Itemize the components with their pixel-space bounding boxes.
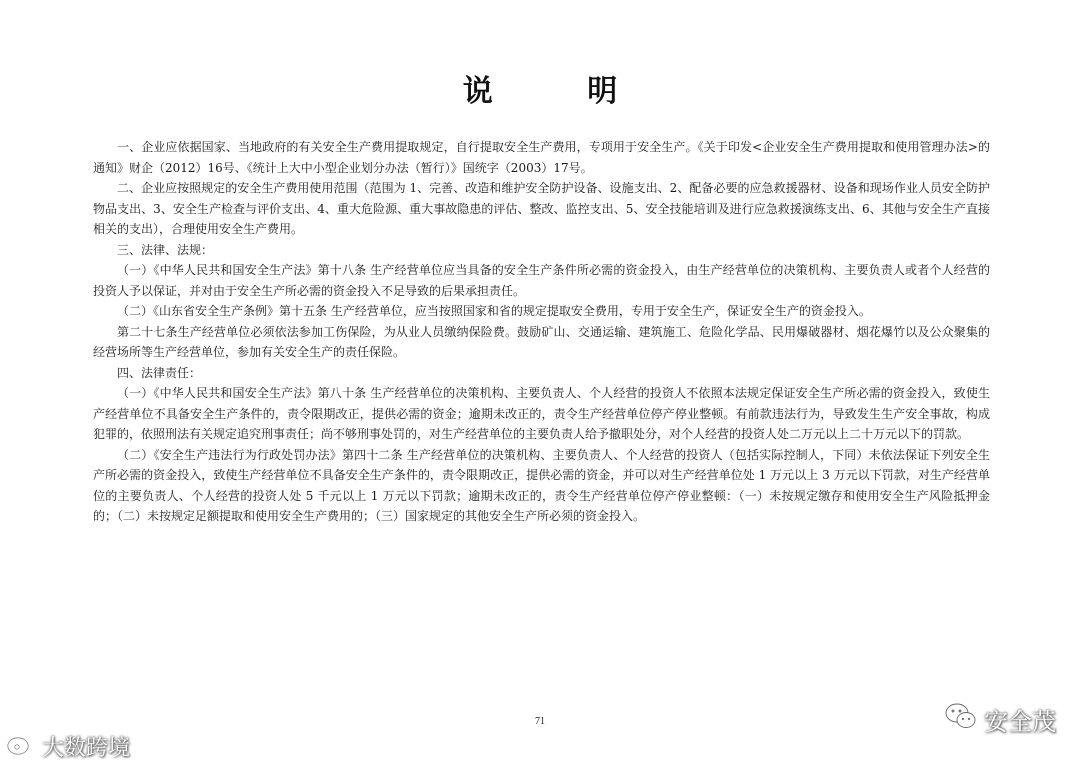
watermark-left — [6, 730, 130, 762]
wechat-icon — [944, 701, 978, 737]
paragraph: （一）《中华人民共和国安全生产法》第十八条 生产经营单位应当具备的安全生产条件所必需的资金投入，由生产经营单位的决策机构、主要负责人或者个人经营的投资人予以保证，并对由于安全生产所必需的资金投入不足导致的后果承担责任。 — [93, 263, 990, 298]
weibo-icon — [6, 730, 36, 762]
watermark-right — [944, 701, 1056, 737]
paragraph: 三、法律、法规： — [117, 242, 214, 257]
document-body — [93, 137, 990, 527]
watermark-right-text: 安全茂 — [984, 707, 1056, 736]
paragraph: （二）《山东省安全生产条例》第十五条 生产经营单位，应当按照国家和省的规定提取安全费用，专用于安全生产，保证安全生产的资金投入。 — [117, 304, 871, 318]
paragraph: 四、法律责任： — [117, 365, 202, 380]
page-title: 说 明 — [462, 74, 660, 109]
paragraph: 一、企业应依据国家、当地政府的有关安全生产费用提取规定，自行提取安全生产费用，专项用于安全生产。《关于印发<企业安全生产费用提取和使用管理办法>的通知》财企（2012）16号、《统计上大中小型企业划分办法（暂行）》国统字（2003）17号。 — [93, 140, 990, 175]
page-number: 71 — [535, 716, 545, 727]
watermark-left-text: 大数跨境 — [42, 735, 131, 761]
paragraph: （二）《安全生产违法行为行政处罚办法》第四十二条 生产经营单位的决策机构、主要负责人、个人经营的投资人（包括实际控制人，下同）未依法保证下列安全生产所必需的资金投入，致使生产经营单位不具备安全生产条件的，责令限期改正，提供必需的资金，并可以对生产经营单位处 1 万元以上 3 万元以下罚款，对生产经营单位的主要负责人、个人经营的投资人处 5 千元以上 1 万元以下罚款；逾期未改正的，责令生产经营单位停产停业整顿：（一）未按规定缴存和使用安全生产风险抵押金的；（二）未按规定足额提取和使用安全生产费用的；（三）国家规定的其他安全生产所必须的资金投入。 — [93, 447, 990, 523]
paragraph: 二、企业应按照规定的安全生产费用使用范围（范围为 1、完善、改造和维护安全防护设备、设施支出、2、配备必要的应急救援器材、设备和现场作业人员安全防护物品支出、3、安全生产检查与评价支出、4、重大危险源、重大事故隐患的评估、整改、监控支出、5、安全技能培训及进行应急救援演练支出、6、其他与安全生产直接相关的支出），合理使用安全生产费用。 — [93, 181, 990, 236]
paragraph: （一）《中华人民共和国安全生产法》第八十条 生产经营单位的决策机构、主要负责人、个人经营的投资人不依照本法规定保证安全生产所必需的资金投入，致使生产经营单位不具备安全生产条件的，责令限期改正，提供必需的资金；逾期未改正的，责令生产经营单位停产停业整顿。有前款违法行为，导致发生生产安全事故，构成犯罪的，依照刑法有关规定追究刑事责任；尚不够刑事处罚的，对生产经营单位的主要负责人给予撤职处分，对个人经营的投资人处二万元以上二十万元以下的罚款。 — [93, 386, 990, 441]
paragraph: 第二十七条生产经营单位必须依法参加工伤保险，为从业人员缴纳保险费。鼓励矿山、交通运输、建筑施工、危险化学品、民用爆破器材、烟花爆竹以及公众聚集的经营场所等生产经营单位，参加有关安全生产的责任保险。 — [93, 324, 990, 359]
